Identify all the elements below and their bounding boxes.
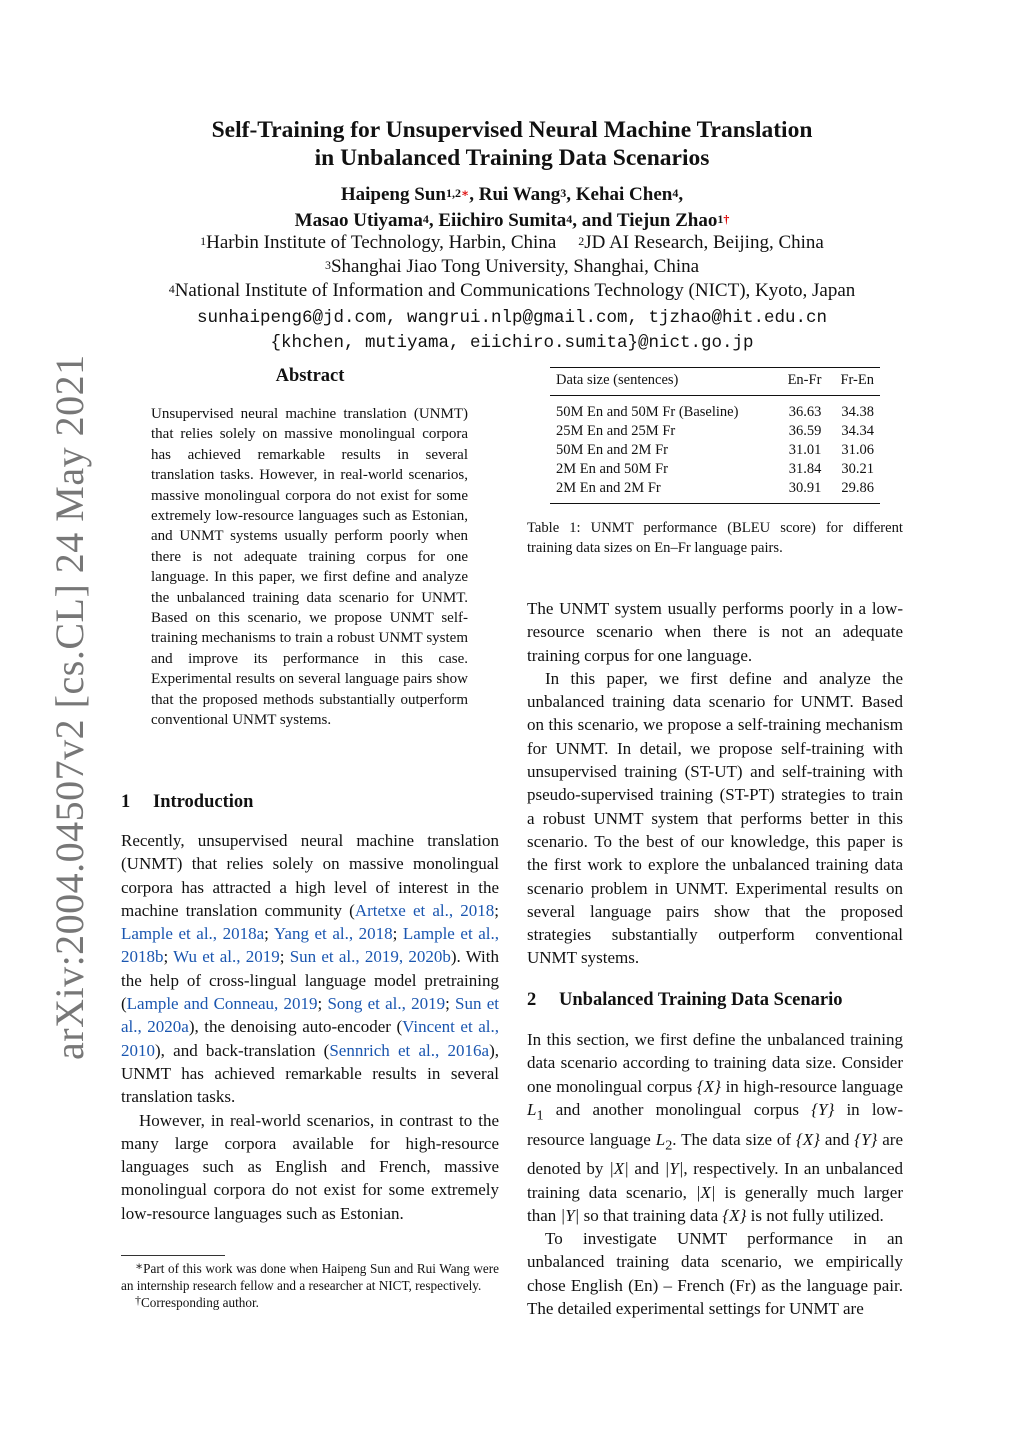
- citation-link[interactable]: Wu et al., 2019: [173, 947, 280, 967]
- text-run: ;: [279, 947, 290, 967]
- table-cell: 50M En and 2M Fr: [556, 442, 668, 458]
- text-run: ;: [163, 947, 174, 967]
- math-subscript: 1: [536, 1107, 544, 1124]
- footnote-mark: ∗: [135, 1259, 144, 1273]
- text-run: ;: [264, 924, 274, 944]
- math-expr: {X}: [722, 1205, 747, 1225]
- table-header-cell: En-Fr: [774, 368, 827, 396]
- author-affil-sup: 3: [560, 186, 567, 200]
- text-run: and: [628, 1159, 665, 1179]
- table-cell: 2M En and 50M Fr: [556, 461, 668, 477]
- affiliation-jd: JD AI Research, Beijing, China: [584, 232, 824, 253]
- author-name: Tiejun Zhao: [616, 210, 718, 231]
- footnote-rule: [121, 1255, 225, 1256]
- text-run: ), the denoising auto-encoder (: [188, 1017, 403, 1037]
- footnote-1: [121, 1260, 499, 1294]
- table-cell: 34.34: [841, 423, 874, 439]
- author-name: Haipeng Sun: [340, 184, 446, 205]
- abstract-heading: Abstract: [275, 366, 345, 386]
- math-expr: |Y|: [664, 1159, 684, 1179]
- section-2-body: [527, 1028, 903, 1320]
- title-line-1: Self-Training for Unsupervised Neural Machine Translation: [211, 117, 813, 143]
- math-expr: {Y}: [854, 1129, 878, 1149]
- citation-link[interactable]: Lample et al., 2018b: [121, 924, 499, 967]
- math-expr: |X|: [695, 1182, 716, 1202]
- intro-paragraph-3: The UNMT system usually performs poorly in a low-resource scenario when there is not an adequate training corpus for one language.: [527, 599, 903, 665]
- abstract-text: Unsupervised neural machine translation (UNMT) that relies solely on massive monolingual corpora has achieved remarkable results in several translation tasks. However, in real-world scenarios, massive monolingual corpora do not exist for some extremely low-resource languages such as Estonian, and UNMT systems usually perform poorly when there is not adequate training corpus for one language. In this paper, we first define and analyze the unbalanced training data scenario for UNMT. Based on this scenario, we propose UNMT self-training mechanisms to train a robust UNMT system and improve its performance in this case. Experimental results on several language pairs show that the proposed methods substantially outperform conventional UNMT systems.: [151, 406, 468, 729]
- affiliation-line-2: [0, 255, 1024, 279]
- footnote-mark: †: [135, 1293, 141, 1307]
- text-run: In this section, we first define the unbalanced training data scenario according to training data size. Consider one monolingual corpus: [527, 1030, 903, 1096]
- text-run: is generally much larger than: [527, 1182, 904, 1225]
- section-1-heading: [121, 792, 499, 813]
- email-block: [0, 306, 1024, 356]
- author-line-2: Masao Utiyama$^4$, Eiichiro Sumita$^4$, and Tiejun Zhao$^{1\dagger}$: [294, 210, 730, 231]
- section-title: Unbalanced Training Data Scenario: [559, 990, 843, 1010]
- affiliations: [0, 231, 1024, 303]
- text-run: , respectively. In an unbalanced training data scenario,: [527, 1159, 903, 1202]
- author-list: [0, 182, 1024, 234]
- text-run: ;: [317, 994, 328, 1014]
- table-cell: 36.63: [788, 404, 822, 420]
- footnote-text: Corresponding author.: [141, 1295, 259, 1310]
- math-expr: {Y}: [811, 1099, 835, 1119]
- right-column-body: [527, 597, 903, 970]
- table-cell: 31.84: [788, 461, 822, 477]
- author-affil-sup: 4: [566, 212, 573, 226]
- text-run: ;: [392, 924, 403, 944]
- text-run: and: [819, 1129, 855, 1149]
- math-expr: L: [655, 1129, 666, 1149]
- table-row: [550, 396, 880, 423]
- table-row: [550, 479, 880, 504]
- table-cell: 50M En and 50M Fr (Baseline): [556, 404, 739, 420]
- text-run: ), UNMT has achieved remarkable results in several translation tasks.: [121, 1040, 499, 1107]
- intro-paragraph-2: However, in real-world scenarios, in contrast to the many large corpora available for high-resource languages such as English and French, massive monolingual corpora do not exist for some extremely low-resource languages such as Estonian.: [121, 1110, 499, 1223]
- author-affil-sup: 1,2: [445, 186, 461, 200]
- footnotes: [121, 1260, 499, 1311]
- citation-link[interactable]: Artetxe et al., 2018: [354, 900, 495, 920]
- text-run: in low-resource language: [527, 1099, 903, 1149]
- text-run: is not fully utilized.: [746, 1205, 884, 1225]
- table-cell: 34.38: [841, 404, 874, 420]
- table-header-cell: Fr-En: [827, 368, 880, 396]
- table-caption: Table 1: UNMT performance (BLEU score) for different training data sizes on En–Fr language pairs.: [527, 520, 903, 556]
- paper-title: [0, 116, 1024, 172]
- section-1-body: [121, 829, 499, 1225]
- affil-sup: 1: [200, 234, 207, 248]
- math-subscript: 2: [665, 1136, 673, 1153]
- intro-paragraph-4: In this paper, we first define and analyze the unbalanced training data scenario for UNMT. Based on this scenario, we propose a self-training mechanism for UNMT. In detail, we propose self-training with unsupervised training (ST-UT) and self-training with pseudo-supervised training (ST-PT) strategies to train a robust UNMT system that performs better in this scenario. To the best of our knowledge, this paper is the first work to explore the unbalanced training data scenario problem in UNMT. Experimental results on several language pairs show that the proposed strategies substantially outperform conventional UNMT systems.: [527, 668, 903, 968]
- table-header-cell: Data size (sentences): [550, 368, 774, 396]
- section-2-paragraph-1: [527, 1028, 903, 1227]
- author-affil-sup: 4: [422, 212, 429, 226]
- email-line-1: sunhaipeng6@jd.com, wangrui.nlp@gmail.com, tjzhao@hit.edu.cn: [196, 308, 828, 328]
- affiliation-harbin: Harbin Institute of Technology, Harbin, China: [206, 232, 557, 253]
- table-row: [550, 422, 880, 441]
- section-number: 1: [121, 792, 131, 812]
- citation-link[interactable]: Vincent et al., 2010: [121, 1017, 499, 1060]
- citation-link[interactable]: Song et al., 2019: [327, 994, 446, 1014]
- affiliation-line-1: [0, 231, 1024, 255]
- citation-link[interactable]: Sun et al., 2019, 2020b: [289, 947, 451, 967]
- author-affil-sup: 1: [717, 212, 724, 226]
- results-table: [550, 367, 880, 504]
- table-cell: 31.06: [841, 442, 874, 458]
- math-expr: {X}: [795, 1129, 820, 1149]
- author-name: Masao Utiyama: [294, 210, 423, 231]
- section-title: Introduction: [153, 792, 254, 812]
- author-name: Eiichiro Sumita: [438, 210, 567, 231]
- footnote-text: Part of this work was done when Haipeng Sun and Rui Wang were an internship research fellow and a researcher at NICT, respectively.: [121, 1261, 499, 1293]
- table-row: [550, 441, 880, 460]
- author-affil-sup: 4: [672, 186, 679, 200]
- table-cell: 29.86: [827, 479, 880, 504]
- math-expr: {X}: [696, 1076, 721, 1096]
- affil-sup: 4: [168, 282, 175, 296]
- text-run: and another monolingual corpus: [543, 1099, 812, 1119]
- text-run: ;: [445, 994, 456, 1014]
- math-expr: L: [527, 1099, 537, 1119]
- affil-sup: 2: [578, 234, 585, 248]
- section-2-paragraph-2: To investigate UNMT performance in an unbalanced training data scenario, we empirically chose English (En) – French (Fr) as the language pair. The detailed experimental settings for UNMT are: [527, 1229, 903, 1319]
- text-run: . The data size of: [672, 1129, 796, 1149]
- text-run: in high-resource language: [720, 1076, 903, 1096]
- intro-paragraph-1: [121, 829, 499, 1109]
- text-run: ;: [494, 900, 499, 920]
- table-cell: 31.01: [788, 442, 822, 458]
- table-cell: 30.21: [841, 461, 874, 477]
- arxiv-identifier: arXiv:2004.04507v2 [cs.CL] 24 May 2021: [47, 354, 92, 1060]
- affiliation-sjtu: Shanghai Jiao Tong University, Shanghai, China: [330, 256, 700, 277]
- table-row: [550, 460, 880, 479]
- footnote-mark: †: [723, 212, 730, 226]
- citation-link[interactable]: Sun et al., 2020a: [121, 994, 499, 1037]
- footnote-mark: ∗: [460, 186, 470, 200]
- author-and: and: [581, 210, 613, 231]
- citation-link[interactable]: Yang et al., 2018: [273, 924, 393, 944]
- text-run: are denoted by: [527, 1129, 903, 1179]
- citation-link[interactable]: Sennrich et al., 2016a: [329, 1040, 490, 1060]
- text-run: ), and back-translation (: [155, 1040, 330, 1060]
- text-run: ). With the help of cross-lingual language model pretraining (: [121, 947, 500, 1014]
- math-expr: |X|: [609, 1159, 629, 1179]
- table-cell: 36.59: [788, 423, 822, 439]
- citation-link[interactable]: Lample et al., 2018a: [121, 924, 265, 944]
- arxiv-sidebar-stamp: [18, 354, 92, 1060]
- table-cell: 30.91: [774, 479, 827, 504]
- math-expr: |Y|: [560, 1205, 580, 1225]
- footnote-2: [121, 1294, 499, 1311]
- author-name: Rui Wang: [478, 184, 561, 205]
- table-header-row: [550, 368, 880, 396]
- email-line-2: {khchen, mutiyama, eiichiro.sumita}@nict.go.jp: [270, 333, 754, 353]
- section-number: 2: [527, 990, 537, 1010]
- title-line-2: in Unbalanced Training Data Scenarios: [314, 145, 710, 171]
- affiliation-line-3: [0, 279, 1024, 303]
- affiliation-nict: National Institute of Information and Communications Technology (NICT), Kyoto, Japan: [174, 280, 856, 301]
- author-name: Kehai Chen: [575, 184, 673, 205]
- text-run: so that training data: [579, 1205, 723, 1225]
- author-line-1: Haipeng Sun$^{1,2∗}$, Rui Wang$^3$, Kehai Chen$^4$,: [340, 184, 684, 205]
- table-cell: 2M En and 2M Fr: [550, 479, 774, 504]
- text-run: Recently, unsupervised neural machine translation (UNMT) that relies solely on massive monolingual corpora has attracted a high level of interest in the machine translation community (: [121, 831, 499, 920]
- table-cell: 25M En and 25M Fr: [556, 423, 676, 439]
- citation-link[interactable]: Lample and Conneau, 2019: [126, 994, 318, 1014]
- affil-sup: 3: [324, 258, 331, 272]
- section-2-heading: [527, 990, 903, 1011]
